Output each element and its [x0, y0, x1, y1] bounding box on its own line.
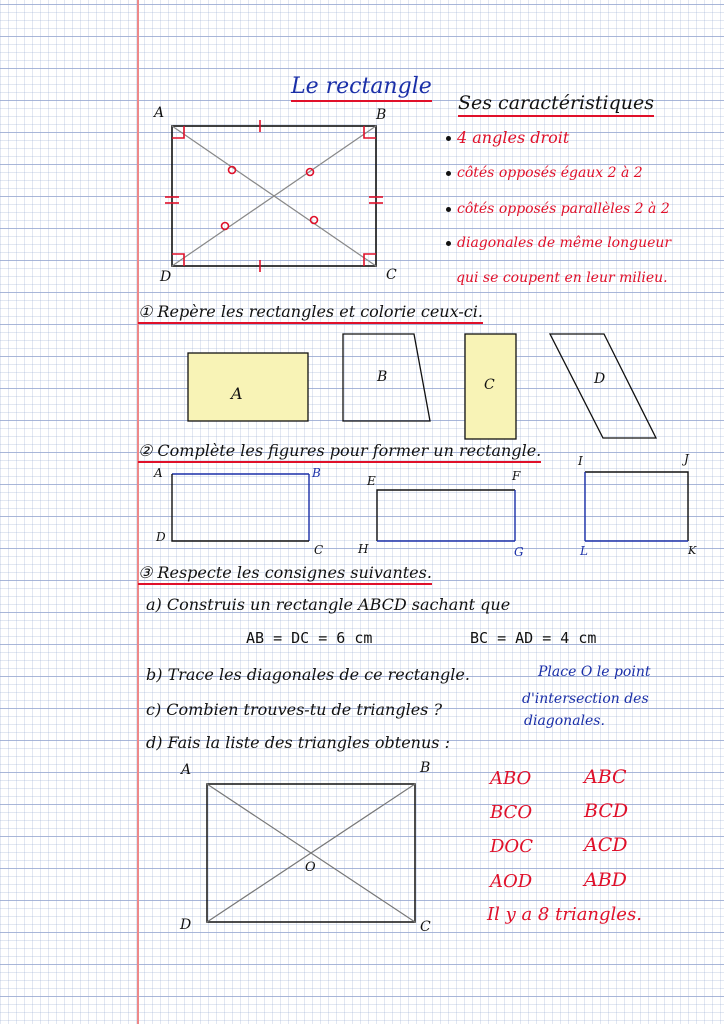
vertex-label: B [312, 466, 321, 480]
vertex-label: I [578, 454, 583, 468]
characteristic-item: côtés opposés égaux 2 à 2 [446, 166, 643, 180]
step-a: a) Construis un rectangle ABCD sachant que [146, 595, 511, 614]
vertex-label: G [514, 545, 524, 559]
vertex-label: E [367, 474, 376, 488]
vertex-label: L [580, 544, 588, 558]
vertex-label: H [358, 542, 369, 556]
vertex-label: A [154, 466, 163, 480]
vertex-label: D [180, 917, 192, 933]
characteristics-heading: Ses caractéristiques [458, 94, 654, 117]
exercise2-instruction: ② Complète les figures pour former un rectangle. [138, 443, 541, 463]
shape-label: C [484, 377, 495, 393]
vertex-label: B [420, 760, 431, 776]
step-c: c) Combien trouves-tu de triangles ? [146, 700, 443, 719]
shape-label: B [377, 369, 388, 385]
triangle-item: ABD [584, 869, 627, 891]
vertex-label: C [386, 267, 397, 283]
triangle-item: BCO [490, 802, 533, 823]
vertex-label: J [684, 452, 689, 466]
triangle-item: ACD [584, 834, 628, 856]
vertex-label: A [154, 105, 165, 121]
answer-text: Il y a 8 triangles. [487, 904, 642, 925]
vertex-label: B [376, 107, 387, 123]
step-b-note: d'intersection des [522, 691, 649, 707]
exercise3-instruction: ③ Respecte les consignes suivantes. [138, 565, 432, 585]
triangle-item: BCD [584, 800, 629, 822]
step-d: d) Fais la liste des triangles obtenus : [146, 733, 450, 752]
shape-label: D [594, 371, 606, 387]
shape-label: A [231, 384, 243, 403]
triangle-item: DOC [490, 836, 533, 857]
page-title: Le rectangle [291, 76, 432, 102]
step-a-equation-1: AB = DC = 6 cm [246, 629, 373, 647]
characteristic-item: 4 angles droit [446, 130, 569, 146]
step-b-note: diagonales. [524, 713, 605, 729]
step-b: b) Trace les diagonales de ce rectangle. [146, 665, 470, 684]
vertex-label: K [688, 544, 697, 557]
step-b-note: Place O le point [538, 664, 651, 680]
vertex-label: A [181, 762, 192, 778]
characteristic-item: côtés opposés parallèles 2 à 2 [446, 202, 670, 216]
characteristic-item: qui se coupent en leur milieu. [456, 270, 668, 286]
vertex-label: C [314, 543, 324, 557]
step-a-equation-2: BC = AD = 4 cm [470, 629, 597, 647]
vertex-label: F [512, 469, 521, 483]
triangle-item: AOD [490, 871, 533, 892]
characteristic-item: diagonales de même longueur [446, 236, 671, 250]
vertex-label: D [160, 269, 172, 285]
vertex-label: D [156, 530, 166, 544]
exercise1-instruction: ① Repère les rectangles et colorie ceux-ci. [138, 304, 483, 324]
center-label: O [305, 860, 316, 875]
triangle-item: ABC [584, 766, 627, 788]
triangle-item: ABO [490, 768, 532, 789]
vertex-label: C [420, 919, 431, 935]
